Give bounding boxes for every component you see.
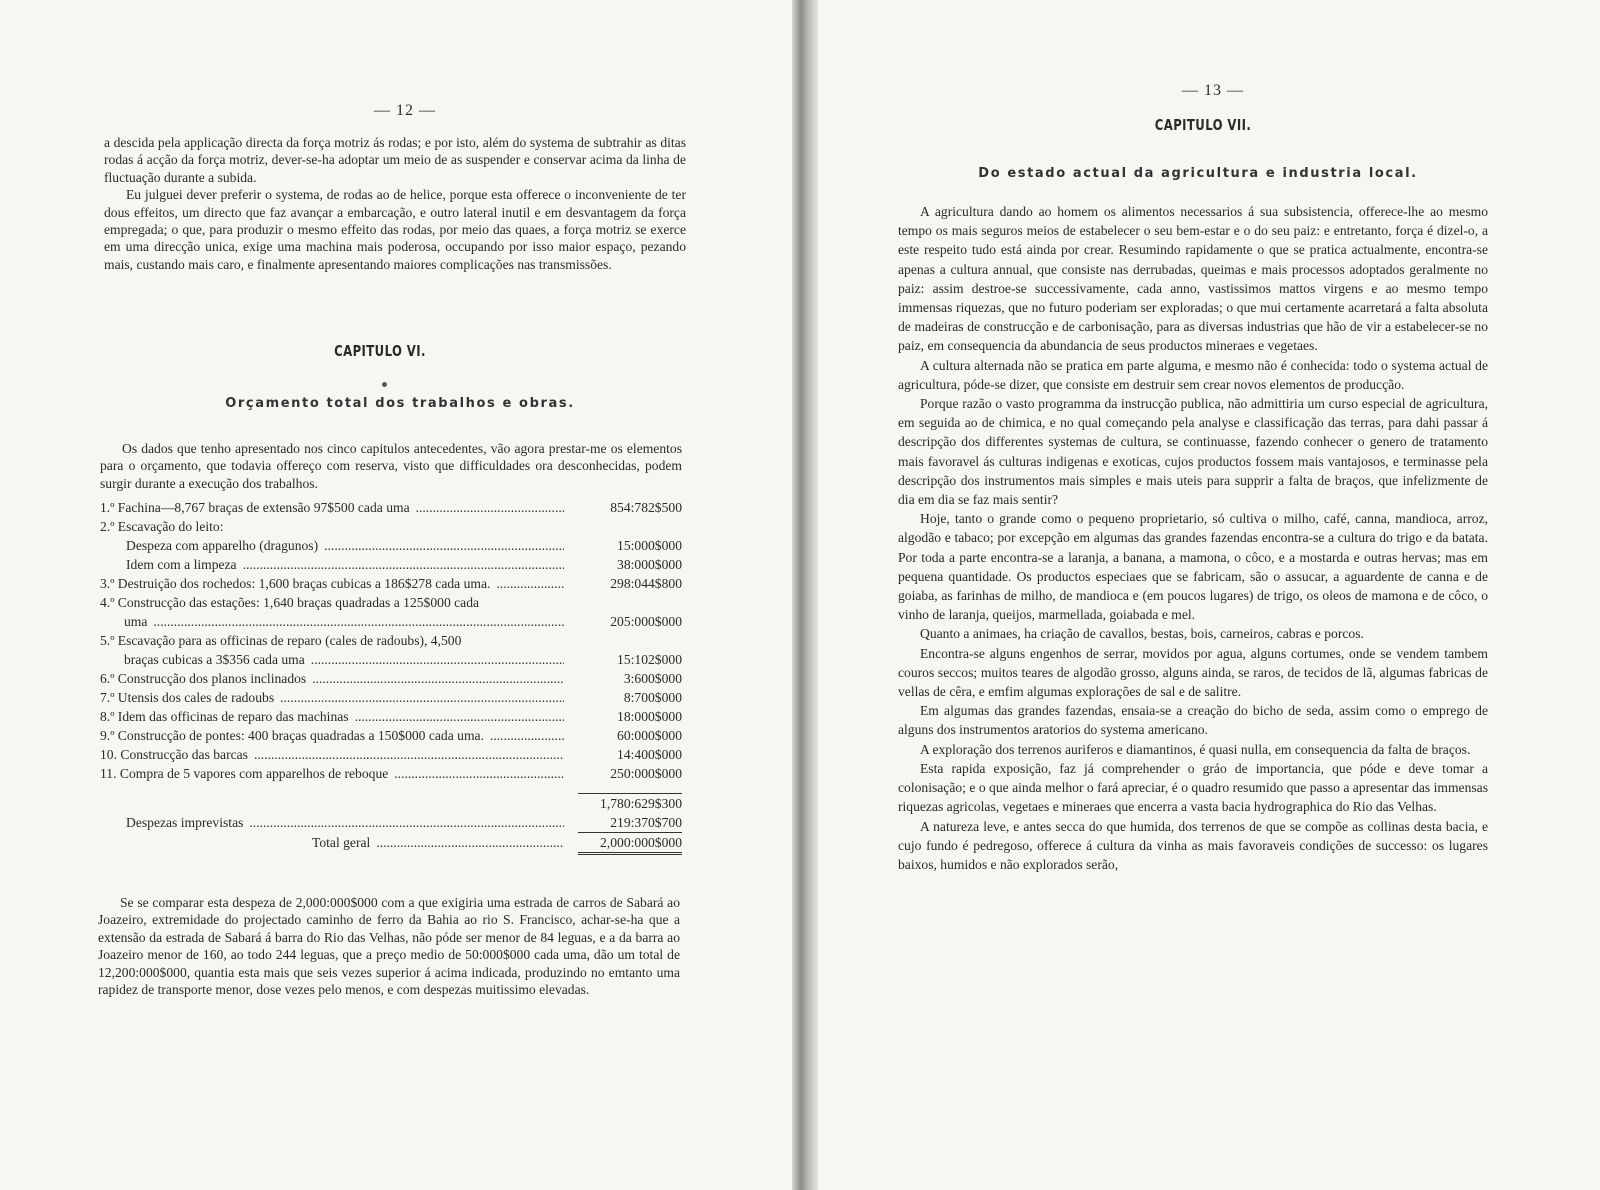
left-page	[0, 0, 792, 1190]
subtotal-row	[100, 794, 682, 813]
page-number: — 13 —	[1182, 82, 1244, 99]
unforeseen-row: Despezas imprevistas ..... 219:370$700	[100, 813, 682, 832]
paragraph: a descida pela applicação directa da força motriz ás rodas; e por isto, além do systema de subtrahir as ditas rodas á acção da força motriz, dever-se-ha adoptar um meio de as suspender e conservar acima da linha de fluctuação durante a subida.	[104, 135, 686, 185]
chapter-subtitle: Orçamento total dos trabalhos e obras.	[225, 396, 575, 411]
budget-row: uma ..... 205:000$000	[100, 612, 682, 631]
budget-row: 3.º Destruição dos rochedos: 1,600 braças cubicas a 186$278 cada uma. ..... 298:044$800	[100, 574, 682, 593]
paragraph: Quanto a animaes, ha criação de cavallos, bestas, bois, carneiros, cabras e porcos.	[920, 626, 1364, 642]
paragraph: Em algumas das grandes fazendas, ensaia-se a creação do bicho de seda, assim como o emprego de alguns dos instrumentos aratorios do systema americano.	[898, 703, 1488, 738]
budget-row: 7.º Utensis dos cales de radoubs ..... 8:700$000	[100, 688, 682, 707]
paragraph: Os dados que tenho apresentado nos cinco capitulos antecedentes, vão agora prestar-me os elementos para o orçamento, que todavia offereço com reserva, visto que difficuldades ora desconhecidas, podem surgir durante a execução dos trabalhos.	[100, 441, 682, 491]
budget-row: 11. Compra de 5 vapores com apparelhos de reboque ..... 250:000$000	[100, 764, 682, 783]
ornament-dot	[382, 382, 387, 387]
budget-row: 2.º Escavação do leito:	[100, 519, 224, 534]
subtotal-amount: 1,780:629$300	[600, 796, 682, 811]
paragraph: Porque razão o vasto programma da instrucção publica, não admittiria um curso especial de agricultura, em seguida ao de chimica, e no qual começando pela analyse e classificação das terras, para dahi passar á descripção dos differentes systemas de cultura, se continuasse, fazendo conhecer o genero de tratamento mais favoravel ás culturas indigenas e exoticas, cujos productos fossem mais vantajosos, e terminasse pela descripção dos instrumentos mais simples e mais uteis para supprir a falta de braços, que infelizmente de dia em dia se faz mais sentir?	[898, 396, 1488, 508]
book-gutter	[792, 0, 818, 1190]
total-double-rule	[578, 852, 682, 855]
budget-table	[100, 498, 682, 855]
budget-row: 4.º Construcção das estações: 1,640 braças quadradas a 125$000 cada	[100, 595, 480, 610]
budget-row: 5.º Escavação para as officinas de reparo (cales de radoubs), 4,500	[100, 633, 462, 648]
budget-row: 1.º Fachina—8,767 braças de extensão 97$500 cada uma ..... 854:782$500	[100, 498, 682, 517]
chapter-title: CAPITULO VII.	[1154, 116, 1252, 134]
intro-text	[104, 134, 686, 273]
chapter-title: CAPITULO VI.	[334, 342, 426, 360]
paragraph: A agricultura dando ao homem os alimentos necessarios á sua subsistencia, offerece-lhe ao mesmo tempo os mais seguros meios de estabelecer o seu bem-estar e o do seu paiz: e entretanto, força é dizel-o, a este respeito tudo está ainda por crear. Resumindo rapidamente o que se pratica actualmente, encontra-se apenas a cultura annual, que consiste nas derrubadas, queimas e mais processos adoptados geralmente no paiz: assim destroe-se successivamente, cada anno, vastissimos mattos virgens e ao mesmo tempo immensas riquezas, que no futuro poderiam ser exploradas; o que mui certamente acarretará a falta absoluta de madeiras de construcção e de carbonisação, para as diversas industrias que hão de vir a estabelecer-se no paiz, em consequencia da abundancia de seus productos mineraes e vegetaes.	[898, 204, 1488, 354]
page-number: — 12 —	[374, 102, 436, 119]
budget-row: 6.º Construcção dos planos inclinados ..... 3:600$000	[100, 669, 682, 688]
chapter-subtitle: Do estado actual da agricultura e industria local.	[978, 166, 1418, 181]
paragraph: A cultura alternada não se pratica em parte alguma, e mesmo não é conhecida: todo o systema actual de agricultura, póde-se dizer, que consiste em destruir sem crear novos elementos de producção.	[898, 357, 1488, 392]
total-row: Total geral ..... 2,000:000$000	[100, 833, 682, 852]
closing-text	[98, 894, 680, 998]
budget-row: Idem com a limpeza ..... 38:000$000	[100, 555, 682, 574]
chapter-body	[898, 202, 1488, 874]
right-page	[818, 0, 1600, 1190]
paragraph: A natureza leve, e antes secca do que humida, dos terrenos de que se compõe as collinas desta bacia, e cujo fundo é pedregoso, offerece á cultura da vinha as mais favoraveis condições de successo: os lugares baixos, humidos e não explorados serão,	[898, 818, 1488, 872]
budget-row: 8.º Idem das officinas de reparo das machinas ..... 18:000$000	[100, 707, 682, 726]
budget-totals	[100, 793, 682, 855]
paragraph: Hoje, tanto o grande como o pequeno proprietario, só cultiva o milho, café, canna, mandioca, arroz, algodão e tabaco; por excepção em algumas das grandes fazendas encontra-se a cultura do trigo e da batata. Por toda a parte encontra-se a laranja, a banana, a mamona, o côco, e a mostarda e outras hervas; mas em pequena quantidade. Os productos especiaes que se fabricam, são o assucar, a aguardente de canna e de goiaba, as farinhas de milho, de mandioca e (em poucos lugares) de trigo, os oleos de mamona e de côco, o vinho de laranja, queijos, marmellada, goiabada e mel.	[898, 511, 1488, 623]
paragraph: Esta rapida exposição, faz já comprehender o gráo de importancia, que póde e deve tomar a colonisação; e o que ainda melhor o fará apreciar, é o quadro resumido que passo a apresentar das immensas riquezas agricolas, vegetaes e mineraes que encerra a vasta bacia hydrographica do Rio das Velhas.	[898, 760, 1488, 815]
budget-row: braças cubicas a 3$356 cada uma ..... 15:102$000	[100, 650, 682, 669]
budget-intro	[100, 440, 682, 492]
budget-row: 9.º Construcção de pontes: 400 braças quadradas a 150$000 cada uma. ..... 60:000$000	[100, 726, 682, 745]
budget-row: 10. Construcção das barcas ..... 14:400$000	[100, 745, 682, 764]
paragraph: A exploração dos terrenos auriferos e diamantinos, é quasi nulla, em consequencia da falta de braços.	[920, 741, 1471, 757]
paragraph: Se se comparar esta despeza de 2,000:000$000 com a que exigiria uma estrada de carros de Sabará ao Joazeiro, extremidade do projectado caminho de ferro da Bahia ao rio S. Francisco, achar-se-ha que a extensão da estrada de Sabará á barra do Rio das Velhas, não póde ser menor de 84 leguas, e a da barra ao Joazeiro menor de 160, ao todo 244 leguas, que a preço medio de 50:000$000 cada uma, dão um total de 12,200:000$000, quantia esta mais que seis vezes superior á acima indicada, produzindo no emtanto uma rapidez de transporte menor, dose vezes pelo menos, e com despezas muitissimo elevadas.	[98, 895, 680, 998]
paragraph: Eu julguei dever preferir o systema, de rodas ao de helice, porque esta offerece o inconveniente de ter dous effeitos, um directo que faz avançar a embarcação, e outro lateral inutil e em desvantagem da força empregada; o que, para produzir o mesmo effeito das rodas, por meio das quaes, a força motriz se exerce em uma direcção unica, exige uma machina mais poderosa, occupando por isso maior espaço, pezando mais, custando mais caro, e finalmente apresentando maiores complicações nas transmissões.	[104, 187, 686, 272]
budget-row: Despeza com apparelho (dragunos) ..... 15:000$000	[100, 536, 682, 555]
paragraph: Encontra-se alguns engenhos de serrar, movidos por agua, alguns cortumes, onde se vendem tambem couros seccos; muitos teares de algodão grosso, alguns ainda, se raros, de tecidos de lã, algumas fabricas de vellas de cêra, e emfim algumas explorações de sal e de salitre.	[898, 645, 1488, 700]
